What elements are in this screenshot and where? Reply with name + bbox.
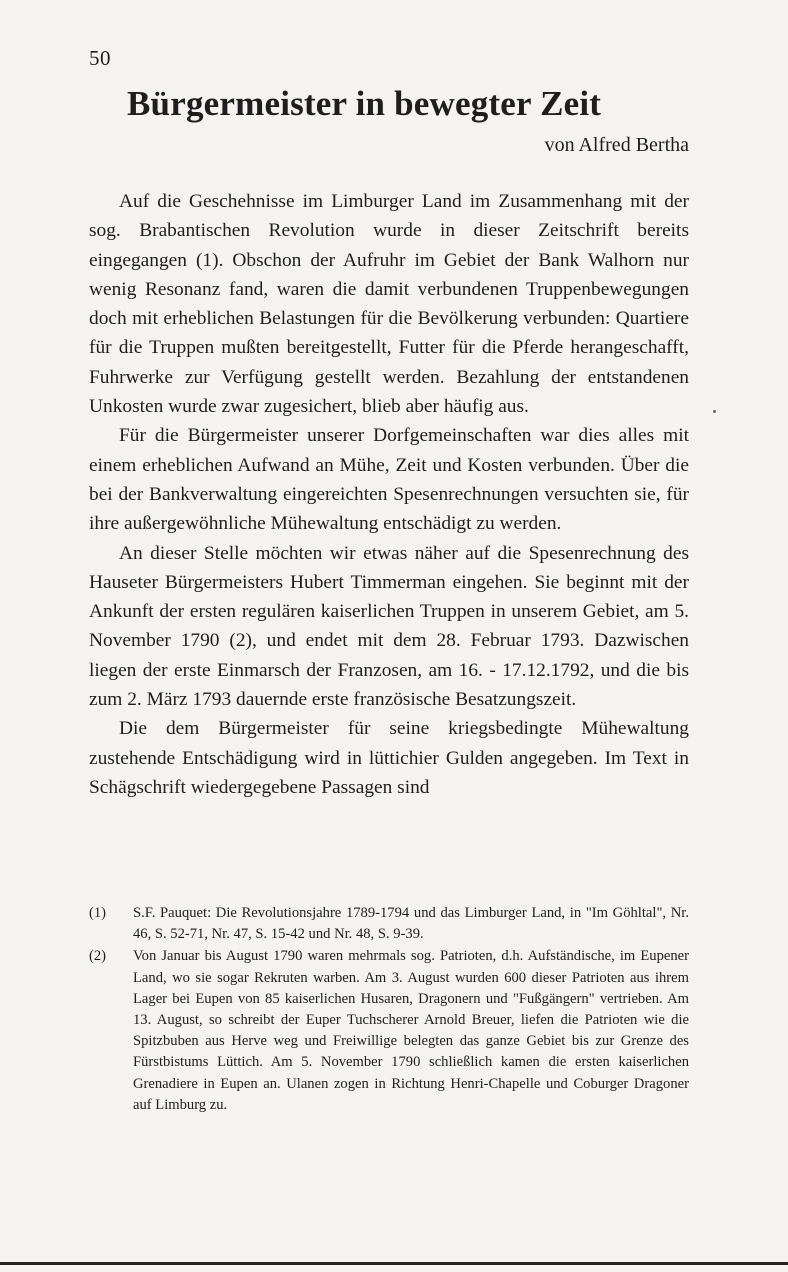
bottom-rule <box>0 1262 788 1265</box>
body-paragraph: Auf die Geschehnisse im Limburger Land im Zusammenhang mit der sog. Brabantischen Revolution wurde in dieser Zeitschrift bereits eingegangen (1). Obschon der Aufruhr im Gebiet der Bank Walhorn nur wenig Resonanz fand, waren die damit verbundenen Truppenbewegungen doch mit erheblichen Belastungen für die Bevölkerung verbunden: Quartiere für die Truppen mußten bereitgestellt, Futter für die Pferde herangeschafft, Fuhrwerke zur Verfügung gestellt werden. Bezahlung der entstandenen Unkosten wurde zwar zugesichert, blieb aber häufig aus. <box>89 191 689 418</box>
footnotes <box>89 903 689 1117</box>
article-title: Bürgermeister in bewegter Zeit <box>127 84 602 123</box>
footnote-2 <box>89 946 689 1116</box>
body-paragraph: Die dem Bürgermeister für seine kriegsbedingte Mühewaltung zustehende Entschädigung wird in lüttichier Gulden angegeben. Im Text in Schägschrift wiedergegebene Passagen sind <box>89 718 689 798</box>
margin-speck <box>713 410 716 413</box>
footnote-1 <box>89 903 689 945</box>
page-number: 50 <box>89 46 111 70</box>
body-paragraph: Für die Bürgermeister unserer Dorfgemeinschaften war dies alles mit einem erheblichen Aufwand an Mühe, Zeit und Kosten verbunden. Über die bei der Bankverwaltung eingereichten Spesenrechnungen versuchten sie, für ihre außergewöhnliche Mühewaltung entschädigt zu werden. <box>89 425 689 535</box>
article-body <box>89 187 689 802</box>
footnote-text: S.F. Pauquet: Die Revolutionsjahre 1789-1794 und das Limburger Land, in "Im Göhltal", Nr. 46, S. 52-71, Nr. 47, S. 15-42 und Nr. 48, S. 9-39. <box>133 905 689 943</box>
footnote-number: (2) <box>89 948 107 965</box>
footnote-number: (1) <box>89 905 107 921</box>
body-paragraph: An dieser Stelle möchten wir etwas näher auf die Spesenrechnung des Hauseter Bürgermeisters Hubert Timmerman eingehen. Sie beginnt mit der Ankunft der ersten regulären kaiserlichen Truppen in unserem Gebiet, am 5. November 1790 (2), und endet mit dem 28. Februar 1793. Dazwischen liegen der erste Einmarsch der Franzosen, am 16. - 17.12.1792, und die bis zum 2. März 1793 dauernde erste französische Besatzungszeit. <box>89 542 689 711</box>
footnote-text: Von Januar bis August 1790 waren mehrmals sog. Patrioten, d.h. Aufständische, im Eupener Land, wo sie sogar Rekruten warben. Am 3. August wurden 600 dieser Patrioten aus ihrem Lager bei Eupen von 85 kaiserlichen Husaren, Dragonern und "Fußgängern" vertrieben. Am 13. August, so schreibt der Euper Tuchscherer Arnold Breuer, liefen die Patrioten wie die Spitzbuben aus Herve weg und Freiwillige belegten das ganze Gebiet bis zur Grenze des Fürstbistums Lüttich. Am 5. November 1790 schließlich kamen die ersten kaiserlichen Grenadiere in Eupen an. Ulanen zogen in Richtung Henri-Chapelle und Coburger Dragoner auf Limburg zu. <box>133 948 689 1113</box>
article-author: von Alfred Bertha <box>544 134 689 156</box>
